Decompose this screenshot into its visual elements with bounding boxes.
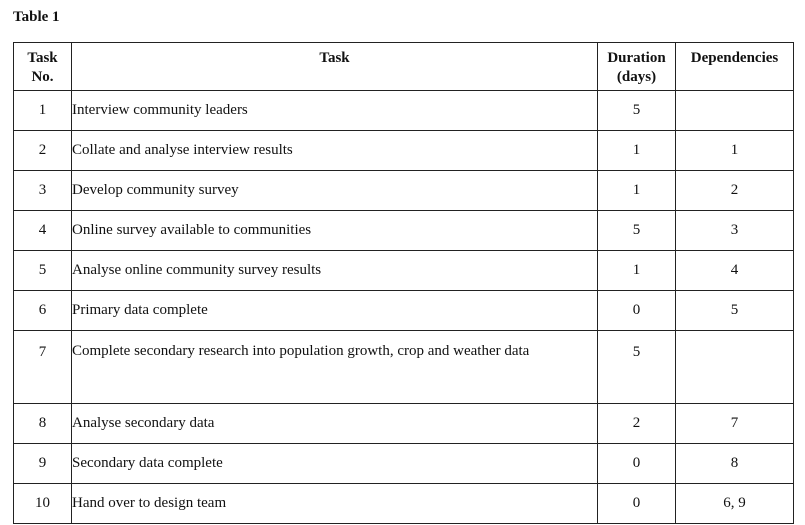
task-number-cell: 3 xyxy=(14,171,72,211)
task-name-cell: Hand over to design team xyxy=(72,484,598,524)
task-number-cell: 1 xyxy=(14,91,72,131)
table-row xyxy=(14,171,794,211)
dependencies-cell: 7 xyxy=(676,404,794,444)
header-task: Task xyxy=(72,43,598,91)
task-number-cell: 6 xyxy=(14,291,72,331)
task-name-cell: Develop community survey xyxy=(72,171,598,211)
task-number-cell: 9 xyxy=(14,444,72,484)
table-row xyxy=(14,131,794,171)
dependencies-cell: 3 xyxy=(676,211,794,251)
duration-cell: 1 xyxy=(598,171,676,211)
table-row xyxy=(14,484,794,524)
dependencies-cell: 6, 9 xyxy=(676,484,794,524)
task-number-cell: 10 xyxy=(14,484,72,524)
duration-cell: 0 xyxy=(598,291,676,331)
task-number-cell: 2 xyxy=(14,131,72,171)
dependencies-cell xyxy=(676,331,794,404)
table-row xyxy=(14,211,794,251)
task-name-cell: Collate and analyse interview results xyxy=(72,131,598,171)
task-name-cell: Interview community leaders xyxy=(72,91,598,131)
duration-cell: 5 xyxy=(598,331,676,404)
duration-cell: 0 xyxy=(598,484,676,524)
task-name-cell: Online survey available to communities xyxy=(72,211,598,251)
table-row xyxy=(14,91,794,131)
task-name-cell: Primary data complete xyxy=(72,291,598,331)
header-row xyxy=(14,43,794,91)
table-caption: Table 1 xyxy=(13,9,60,25)
header-dependencies: Dependencies xyxy=(676,43,794,91)
task-name-cell: Secondary data complete xyxy=(72,444,598,484)
dependencies-cell: 4 xyxy=(676,251,794,291)
duration-cell: 5 xyxy=(598,211,676,251)
table-row xyxy=(14,331,794,404)
task-name-cell: Analyse online community survey results xyxy=(72,251,598,291)
header-task-no: Task No. xyxy=(14,43,72,91)
task-number-cell: 8 xyxy=(14,404,72,444)
duration-cell: 0 xyxy=(598,444,676,484)
dependencies-cell xyxy=(676,91,794,131)
dependencies-cell: 8 xyxy=(676,444,794,484)
dependencies-cell: 2 xyxy=(676,171,794,211)
task-name-cell: Complete secondary research into population growth, crop and weather data xyxy=(72,331,598,404)
duration-cell: 1 xyxy=(598,131,676,171)
task-number-cell: 4 xyxy=(14,211,72,251)
header-duration: Duration (days) xyxy=(598,43,676,91)
duration-cell: 5 xyxy=(598,91,676,131)
table-row xyxy=(14,291,794,331)
task-table xyxy=(13,42,794,524)
duration-cell: 2 xyxy=(598,404,676,444)
table-row xyxy=(14,251,794,291)
task-number-cell: 7 xyxy=(14,331,72,404)
table-row xyxy=(14,404,794,444)
duration-cell: 1 xyxy=(598,251,676,291)
table-row xyxy=(14,444,794,484)
task-name-cell: Analyse secondary data xyxy=(72,404,598,444)
dependencies-cell: 5 xyxy=(676,291,794,331)
task-number-cell: 5 xyxy=(14,251,72,291)
dependencies-cell: 1 xyxy=(676,131,794,171)
